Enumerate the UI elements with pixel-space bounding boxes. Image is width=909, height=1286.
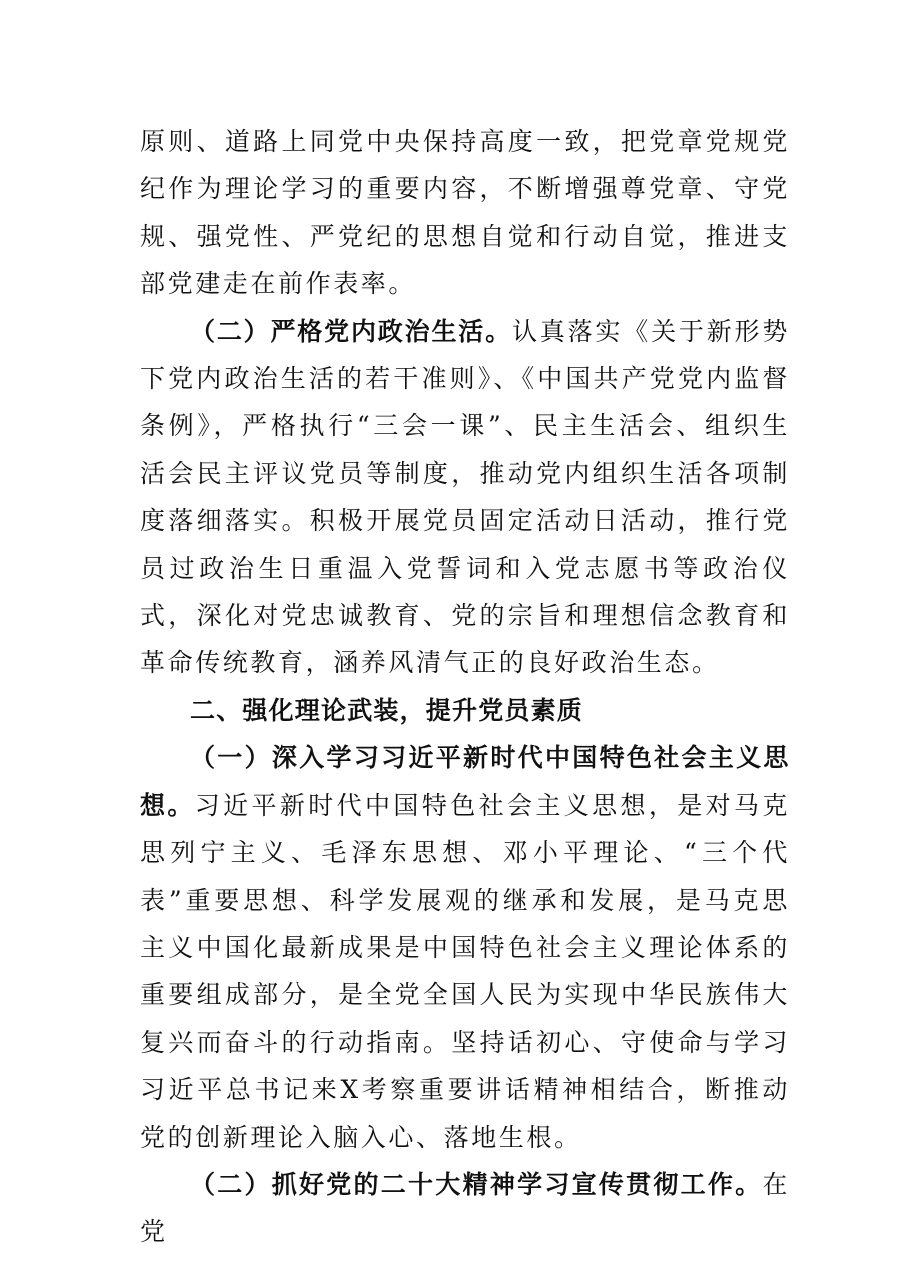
paragraph-political-life [140, 308, 790, 687]
paragraph-text: 认真落实《关于新形势下党内政治生活的若干准则》、《中国共产党党内监督条例》，严格执行“三会一课”、民主生活会、组织生活会民主评议党员等制度，推动党内组织生活各项制度落细落实。积极开展党员固定活动日活动，推行党员过政治生日重温入党誓词和入党志愿书等政治仪式，深化对党忠诚教育、党的宗旨和理想信念教育和革命传统教育，涵养风清气正的良好政治生态。 [140, 316, 790, 678]
paragraph-lead: （二）抓好党的二十大精神学习宣传贯彻工作。 [190, 1169, 763, 1199]
paragraph-lead: （二）严格党内政治生活。 [190, 316, 512, 346]
paragraph-theory-study [140, 734, 790, 1161]
paragraph-congress-spirit [140, 1161, 790, 1256]
paragraph-continued [140, 118, 790, 308]
section-heading: 二、强化理论武装，提升党员素质 [190, 695, 584, 725]
paragraph-text: 原则、道路上同党中央保持高度一致，把党章党规党纪作为理论学习的重要内容，不断增强尊党章、守党规、强党性、严党纪的思想自觉和行动自觉，推进支部党建走在前作表率。 [140, 127, 790, 299]
paragraph-lead: （一）深入学习习近平新时代中国特色社会主义思想。 [140, 743, 790, 820]
document-body [140, 118, 790, 1256]
paragraph-text: 在党 [140, 1169, 790, 1247]
paragraph-text: 习近平新时代中国特色社会主义思想，是对马克思列宁主义、毛泽东思想、邓小平理论、“三个代表”重要思想、科学发展观的继承和发展，是马克思主义中国化最新成果是中国特色社会主义理论体系的重要组成部分，是全党全国人民为实现中华民族伟大复兴而奋斗的行动指南。坚持话初心、守使命与学习习近平总书记来X考察重要讲话精神相结合，断推动党的创新理论入脑入心、落地生根。 [140, 790, 790, 1152]
